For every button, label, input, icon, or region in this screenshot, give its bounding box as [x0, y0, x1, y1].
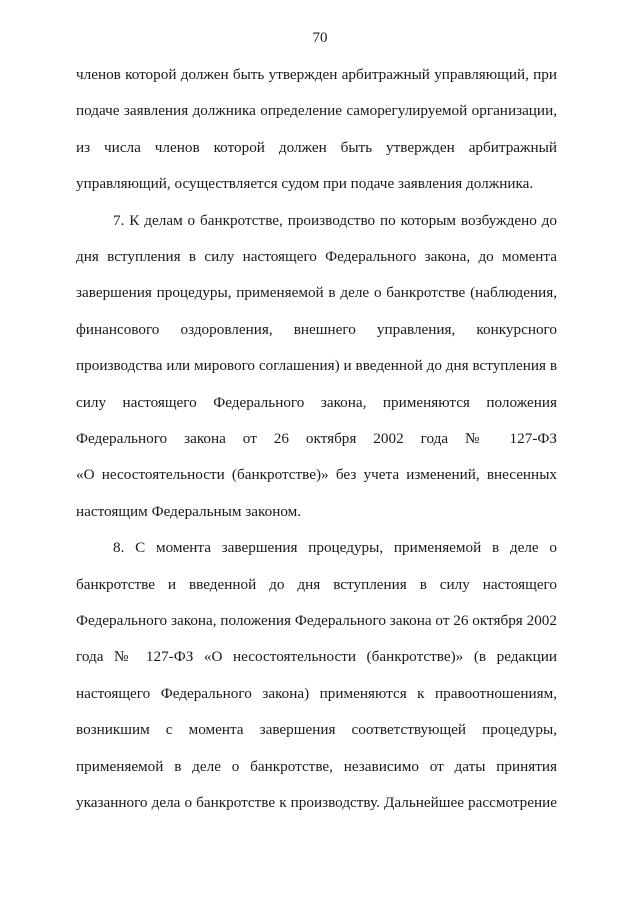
text-line: указанного дела о банкротстве к производству. Дальнейшее рассмотрение — [76, 794, 557, 811]
text-line: 7. К делам о банкротстве, производство по которым возбуждено до — [113, 211, 557, 229]
page-number: 70 — [312, 30, 328, 46]
text-line: дня вступления в силу настоящего Федерального закона, до момента — [76, 248, 557, 265]
text-line: силу настоящего Федерального закона, применяются положения — [76, 393, 557, 411]
text-line: «О несостоятельности (банкротстве)» без учета изменений, внесенных — [76, 466, 557, 484]
text-line: Федерального закона, положения Федерального закона от 26 октября 2002 — [76, 612, 557, 629]
text-line: применяемой в деле о банкротстве, независимо от даты принятия — [76, 757, 557, 775]
text-line: Федерального закона от 26 октября 2002 года № 127-ФЗ — [76, 430, 557, 447]
text-line: возникшим с момента завершения соответствующей процедуры, — [76, 721, 557, 739]
text-line: года № 127-ФЗ «О несостоятельности (банкротстве)» (в редакции — [76, 648, 557, 666]
text-line: банкротстве и введенной до дня вступления в силу настоящего — [76, 575, 557, 593]
text-line: управляющий, осуществляется судом при подаче заявления должника. — [76, 175, 534, 193]
text-line: подаче заявления должника определение саморегулируемой организации, — [76, 102, 557, 120]
text-line: завершения процедуры, применяемой в деле о банкротстве (наблюдения, — [76, 284, 557, 302]
text-line: производства или мирового соглашения) и введенной до дня вступления в — [76, 357, 557, 375]
text-line: 8. С момента завершения процедуры, применяемой в деле о — [113, 539, 557, 557]
text-line: настоящего Федерального закона) применяются к правоотношениям, — [76, 684, 557, 702]
text-line: членов которой должен быть утвержден арбитражный управляющий, при — [76, 66, 557, 83]
text-line: финансового оздоровления, внешнего управления, конкурсного — [76, 320, 557, 338]
text-line: из числа членов которой должен быть утвержден арбитражный — [76, 138, 557, 156]
text-line: настоящим Федеральным законом. — [76, 502, 302, 520]
